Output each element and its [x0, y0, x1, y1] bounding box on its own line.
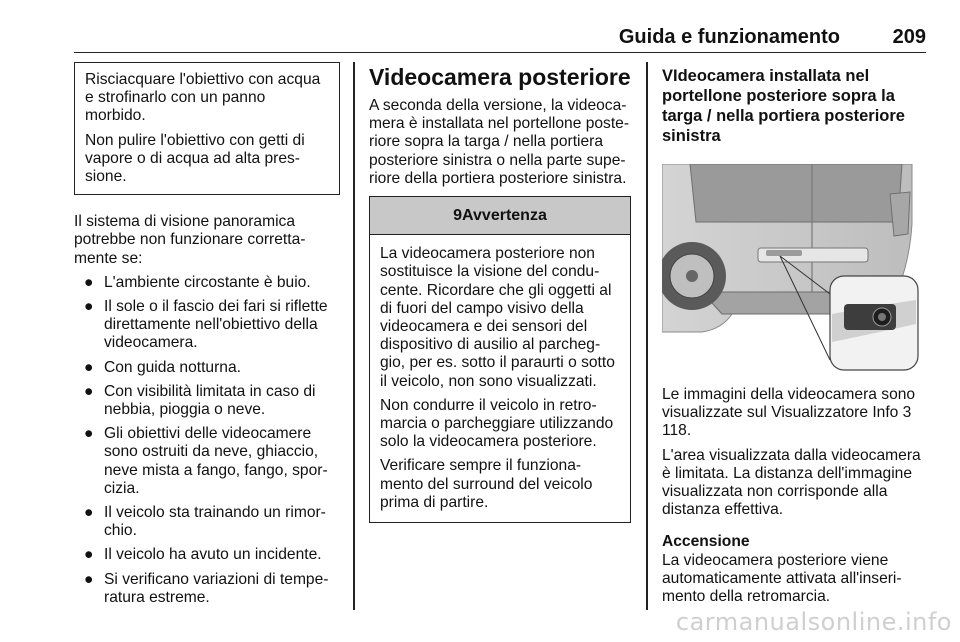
- list-item: ● Gli obiettivi delle videocamere sono ostruiti da neve, ghiaccio, neve mista a fango, fango, spor-cizia.: [84, 425, 328, 497]
- note-paragraph: Non pulire l'obiettivo con getti di vapore o di acqua ad alta pres-sione.: [85, 131, 305, 186]
- van-rear-illustration: [662, 164, 920, 372]
- bullet-icon: ●: [84, 382, 94, 400]
- column-right: [662, 62, 926, 612]
- bullet-icon: ●: [84, 298, 94, 316]
- tail-light: [890, 192, 910, 236]
- rear-window: [690, 164, 902, 222]
- subsection-title: Accensione: [662, 533, 750, 551]
- list-item: ● Il veicolo ha avuto un incidente.: [84, 546, 322, 564]
- list-item: ● Con guida notturna.: [84, 358, 241, 376]
- subsection-heading: VIdeocamera installata nel portellone posteriore sopra la targa / nella portiera posteriore sinistra: [662, 67, 905, 145]
- list-item: ● Si verificano variazioni di tempe-ratura estreme.: [84, 570, 329, 606]
- list-item: ● Con visibilità limitata in caso di nebbia, pioggia o neve.: [84, 382, 316, 419]
- bullet-icon: ●: [84, 358, 94, 376]
- info-paragraph: La videocamera posteriore viene automaticamente attivata all'inseri-mento della retromarcia.: [662, 551, 902, 606]
- warning-title: 9Avvertenza: [370, 197, 630, 235]
- list-item: ● Il veicolo sta trainando un rimor-chio.: [84, 504, 326, 540]
- section-heading: Videocamera posteriore: [369, 64, 631, 90]
- warning-paragraph: Verificare sempre il funziona-mento del surround del veicolo prima di partire.: [380, 457, 593, 511]
- column-left: [74, 62, 340, 607]
- warning-paragraph: Non condurre il veicolo in retro-marcia o parcheggiare utilizzando solo la videocamera posteriore.: [380, 396, 614, 451]
- note-paragraph: Risciacquare l'obiettivo con acqua e strofinarlo con un panno morbido.: [85, 71, 321, 125]
- watermark: carmanualsonline.info: [675, 608, 952, 636]
- bullet-icon: ●: [84, 570, 94, 588]
- warning-body: [370, 235, 630, 522]
- list-item: ● L'ambiente circostante è buio.: [84, 273, 311, 291]
- info-paragraph: Le immagini della videocamera sono visualizzate sul Visualizzatore Info 3 118.: [662, 386, 916, 440]
- note-box: [74, 62, 340, 195]
- lead-paragraph: A seconda della versione, la videoca-mera è installata nel portellone poste-riore sopra la targa / nella portiera posteriore sinistra o nella parte supe-riore della portiera posteriore sinistra.: [369, 97, 630, 187]
- column-divider-2: [646, 62, 648, 610]
- camera-lens-center: [878, 313, 886, 321]
- intro-paragraph: Il sistema di visione panoramica potrebbe non funzionare corretta-mente se:: [74, 213, 306, 267]
- page-title: Guida e funzionamento: [618, 26, 840, 48]
- column-divider-1: [353, 62, 355, 610]
- door-handle: [766, 250, 802, 256]
- wheel-hub: [686, 270, 698, 282]
- bullet-icon: ●: [84, 273, 94, 291]
- warning-box: [369, 196, 631, 523]
- page-header: [74, 26, 926, 53]
- page-number: 209: [892, 26, 926, 48]
- bullet-icon: ●: [84, 425, 94, 443]
- condition-list: [74, 274, 340, 607]
- warning-paragraph: La videocamera posteriore non sostituisce la visione del condu-cente. Ricordare che gli oggetti al di fuori del campo visivo della videocamera e dei sensori del dispositivo di ausilio al parcheg-gio, per es. sotto il paraurti o sotto il veicolo, non sono visualizzati.: [380, 245, 615, 390]
- bullet-icon: ●: [84, 546, 94, 564]
- info-paragraph: L'area visualizzata dalla videocamera è limitata. La distanza dell'immagine visualizzata non corrisponde alla distanza effettiva.: [662, 446, 921, 519]
- rear-camera-illustration: [662, 164, 920, 372]
- list-item: ● Il sole o il fascio dei fari si riflette direttamente nell'obiettivo della videocamera.: [84, 298, 328, 352]
- column-middle: [369, 62, 631, 523]
- bullet-icon: ●: [84, 504, 94, 522]
